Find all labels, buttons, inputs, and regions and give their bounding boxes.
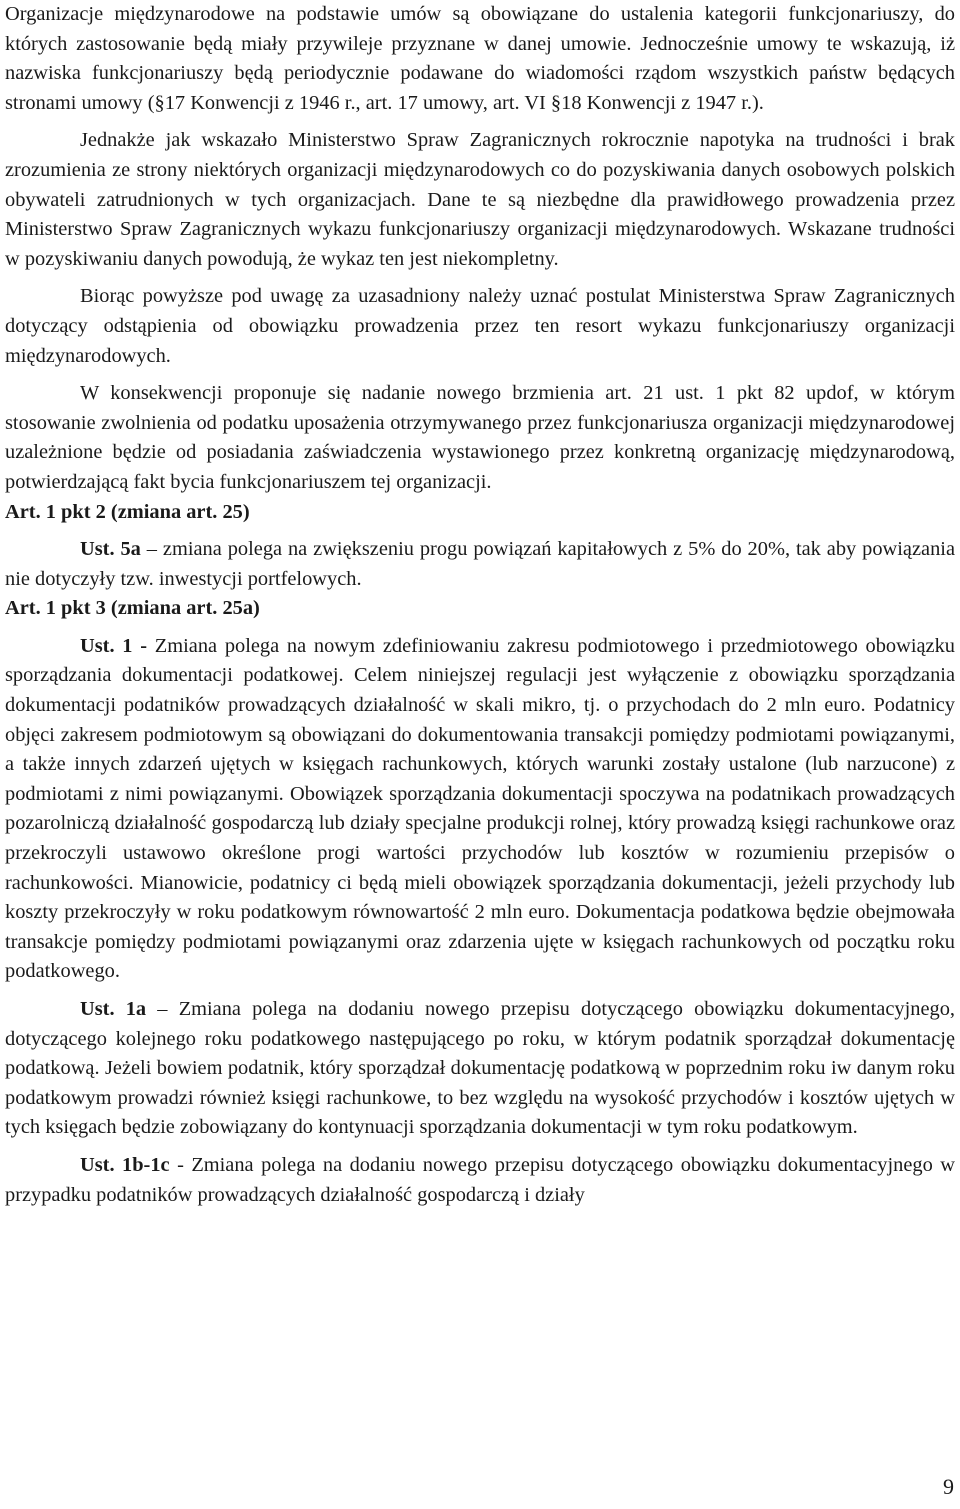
label-ust-1: Ust. 1 - (80, 634, 148, 657)
paragraph-treaty-categories: Organizacje międzynarodowe na podstawie umów są obowiązane do ustalenia kategorii funkcjonariuszy, do których zastosowanie będą miały przywileje przyznane w danej umowie. Jednocześnie umowy te wskazują, iż nazwiska funkcjonariuszy będą periodycznie podawane do wiadomości rządom wszystkich państw będących stronami umowy (§17 Konwencji z 1946 r., art. 17 umowy, art. VI §18 Konwencji z 1947 r.). (5, 3, 955, 114)
label-ust-1b-1c: Ust. 1b-1c (80, 1153, 170, 1176)
heading-art-1-pkt-3: Art. 1 pkt 3 (zmiana art. 25a) (5, 597, 260, 620)
paragraph-ust-1b-1c (5, 1151, 955, 1210)
paragraph-postulate: Biorąc powyższe pod uwagę za uzasadniony należy uznać postulat Ministerstwa Spraw Zagranicznych dotyczący odstąpienia od obowiązku prowadzenia przez ten resort wykazu funkcjonariuszy organizacji międzynarodowych. (5, 285, 955, 367)
label-ust-5a: Ust. 5a (80, 538, 141, 561)
paragraph-ust-5a (5, 535, 955, 594)
paragraph-new-wording: W konsekwencji proponuje się nadanie nowego brzmienia art. 21 ust. 1 pkt 82 updof, w którym stosowanie zwolnienia od podatku uposażenia otrzymywanego przez funkcjonariusza organizacji międzynarodowej uzależnione będzie od posiadania zaświadczenia wystawionego przez konkretną organizację międzynarodową, potwierdzającą fakt bycia funkcjonariuszem tej organizacji. (5, 382, 955, 493)
paragraph-ust-1 (5, 632, 955, 987)
label-ust-1a: Ust. 1a (80, 998, 147, 1020)
document-page (5, 0, 955, 1210)
text-ust-1b-1c: - Zmiana polega na dodaniu nowego przepisu dotyczącego obowiązku dokumentacyjnego w przypadku podatników prowadzących działalność gospodarczą i działy (5, 1153, 955, 1206)
text-ust-1a: – Zmiana polega na dodaniu nowego przepisu dotyczącego obowiązku dokumentacyjnego, dotyczącego kolejnego roku podatkowego następującego po roku, w którym podatnik sporządzał dokumentację podatkową. Jeżeli bowiem podatnik, który sporządzał dokumentację podatkową w poprzednim roku iw danym roku podatkowym prowadzi również księgi rachunkowe, to bez względu na wysokość przychodów i kosztów ujętych w tych księgach będzie zobowiązany do kontynuacji sporządzania dokumentacji w tym roku podatkowym. (5, 998, 955, 1139)
text-ust-1: Zmiana polega na nowym zdefiniowaniu zakresu podmiotowego i przedmiotowego obowiązku sporządzania dokumentacji podatkowej. Celem niniejszej regulacji jest wyłączenie z obowiązku sporządzania dokumentacji podatników prowadzących działalność w skali mikro, tj. o przychodach do 2 mln euro. Podatnicy objęci zakresem podmiotowym są obowiązani do dokumentowania transakcji pomiędzy podmiotami powiązanymi, a także innych zdarzeń ujętych w księgach rachunkowych, których warunki zostały ustalone (lub narzucone) z podmiotami z nimi powiązanymi. Obowiązek sporządzania dokumentacji spoczywa na podatnikach prowadzących pozarolniczą działalność gospodarczą lub działy specjalne produkcji rolnej, który prowadzą księgi rachunkowe oraz przekroczyli ustawowo określone progi wartości przychodów lub kosztów w rozumieniu przepisów o rachunkowości. Mianowicie, podatnicy ci będą mieli obowiązek sporządzania dokumentacji, jeżeli przychody lub koszty przekroczyły w roku podatkowym równowartość 2 mln euro. Dokumentacja podatkowa będzie obejmowała transakcje pomiędzy podmiotami powiązanymi oraz zdarzenia ujęte w księgach rachunkowych od początku roku podatkowego. (5, 634, 955, 983)
paragraph-msz-difficulties: Jednakże jak wskazało Ministerstwo Spraw Zagranicznych rokrocznie napotyka na trudności i brak zrozumienia ze strony niektórych organizacji międzynarodowych co do pozyskiwania danych osobowych polskich obywateli zatrudnionych w tych organizacjach. Dane te są niezbędne dla prawidłowego prowadzenia przez Ministerstwo Spraw Zagranicznych wykazu funkcjonariuszy organizacji międzynarodowych. Wskazane trudności w pozyskiwaniu danych powodują, że wykaz ten jest niekompletny. (5, 129, 955, 270)
heading-art-1-pkt-2: Art. 1 pkt 2 (zmiana art. 25) (5, 500, 250, 523)
paragraph-ust-1a (5, 995, 955, 1143)
page-number: 9 (943, 1474, 954, 1499)
text-ust-5a: – zmiana polega na zwiększeniu progu powiązań kapitałowych z 5% do 20%, tak aby powiązania nie dotyczyły tzw. inwestycji portfelowych. (5, 538, 955, 590)
